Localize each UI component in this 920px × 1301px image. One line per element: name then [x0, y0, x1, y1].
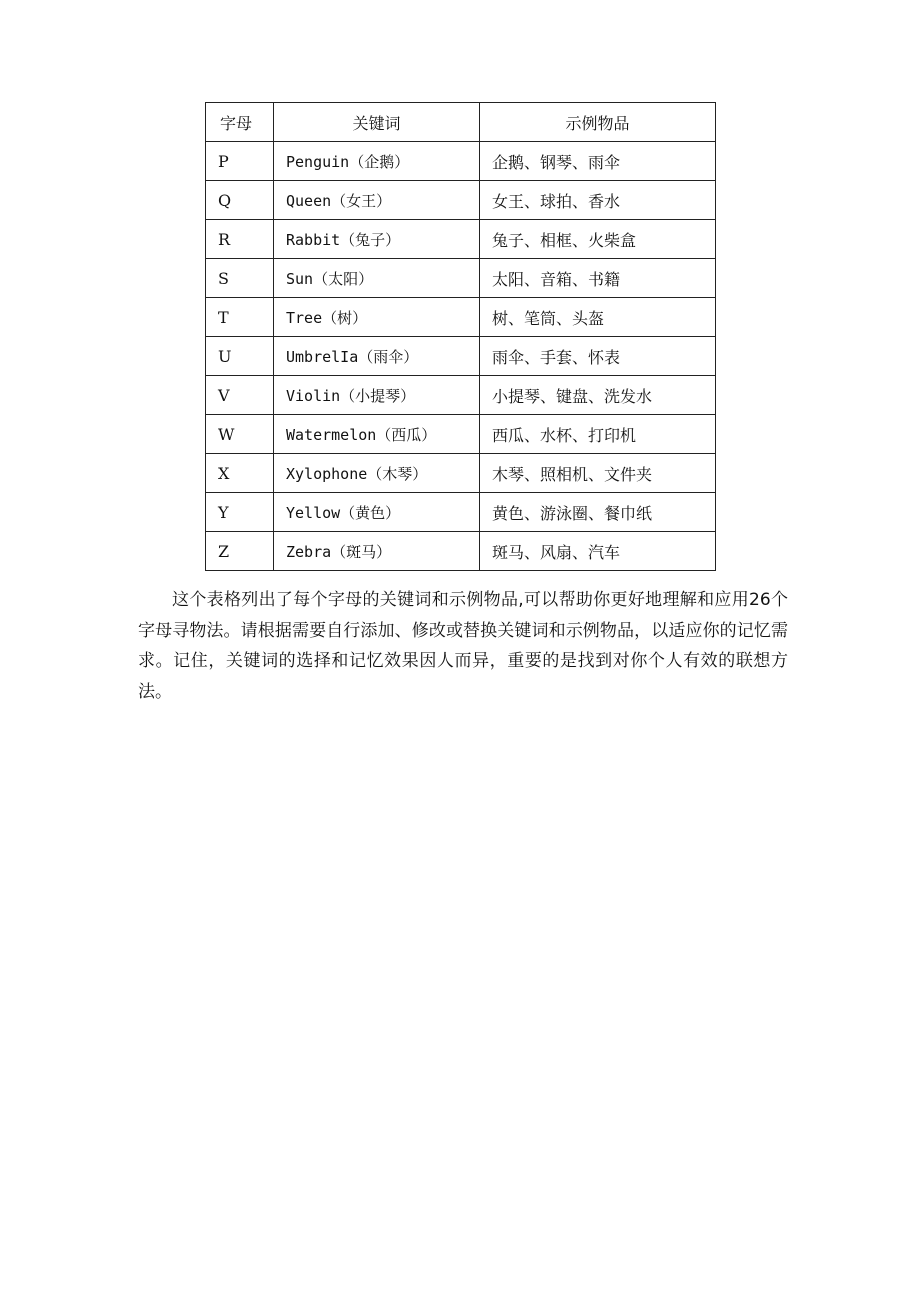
- cell-examples: 企鹅、钢琴、雨伞: [480, 142, 716, 181]
- cell-keyword: Rabbit（兔子）: [274, 220, 480, 259]
- cell-keyword: Yellow（黄色）: [274, 493, 480, 532]
- cell-letter: Q: [206, 181, 274, 220]
- cell-keyword: Queen（女王）: [274, 181, 480, 220]
- cell-letter: X: [206, 454, 274, 493]
- cell-examples: 女王、球拍、香水: [480, 181, 716, 220]
- table-row: [206, 454, 716, 493]
- cell-letter: U: [206, 337, 274, 376]
- table-row: [206, 493, 716, 532]
- cell-keyword: Tree（树）: [274, 298, 480, 337]
- table-header-row: [206, 103, 716, 142]
- cell-examples: 小提琴、键盘、洗发水: [480, 376, 716, 415]
- header-keyword: 关键词: [274, 103, 480, 142]
- table-row: [206, 220, 716, 259]
- letter-keyword-table: [205, 102, 716, 571]
- cell-letter: R: [206, 220, 274, 259]
- cell-examples: 黄色、游泳圈、餐巾纸: [480, 493, 716, 532]
- cell-keyword: Violin（小提琴）: [274, 376, 480, 415]
- cell-examples: 西瓜、水杯、打印机: [480, 415, 716, 454]
- cell-letter: Y: [206, 493, 274, 532]
- cell-letter: T: [206, 298, 274, 337]
- cell-keyword: Sun（太阳）: [274, 259, 480, 298]
- table-row: [206, 298, 716, 337]
- cell-letter: P: [206, 142, 274, 181]
- cell-letter: V: [206, 376, 274, 415]
- table-row: [206, 337, 716, 376]
- header-examples: 示例物品: [480, 103, 716, 142]
- table-row: [206, 142, 716, 181]
- cell-examples: 兔子、相框、火柴盒: [480, 220, 716, 259]
- cell-keyword: Zebra（斑马）: [274, 532, 480, 571]
- cell-letter: Z: [206, 532, 274, 571]
- cell-examples: 木琴、照相机、文件夹: [480, 454, 716, 493]
- table-row: [206, 415, 716, 454]
- cell-letter: S: [206, 259, 274, 298]
- cell-keyword: UmbrelIa（雨伞）: [274, 337, 480, 376]
- cell-examples: 雨伞、手套、怀表: [480, 337, 716, 376]
- cell-keyword: Penguin（企鹅）: [274, 142, 480, 181]
- table-row: [206, 532, 716, 571]
- header-letter: 字母: [206, 103, 274, 142]
- cell-examples: 树、笔筒、头盔: [480, 298, 716, 337]
- table-row: [206, 259, 716, 298]
- table-row: [206, 376, 716, 415]
- cell-keyword: Watermelon（西瓜）: [274, 415, 480, 454]
- cell-examples: 斑马、风扇、汽车: [480, 532, 716, 571]
- cell-examples: 太阳、音箱、书籍: [480, 259, 716, 298]
- cell-keyword: Xylophone（木琴）: [274, 454, 480, 493]
- table-row: [206, 181, 716, 220]
- cell-letter: W: [206, 415, 274, 454]
- summary-paragraph: 这个表格列出了每个字母的关键词和示例物品,可以帮助你更好地理解和应用26个字母寻物法。请根据需要自行添加、修改或替换关键词和示例物品，以适应你的记忆需求。记住，关键词的选择和记忆效果因人而异，重要的是找到对你个人有效的联想方法。: [138, 590, 788, 702]
